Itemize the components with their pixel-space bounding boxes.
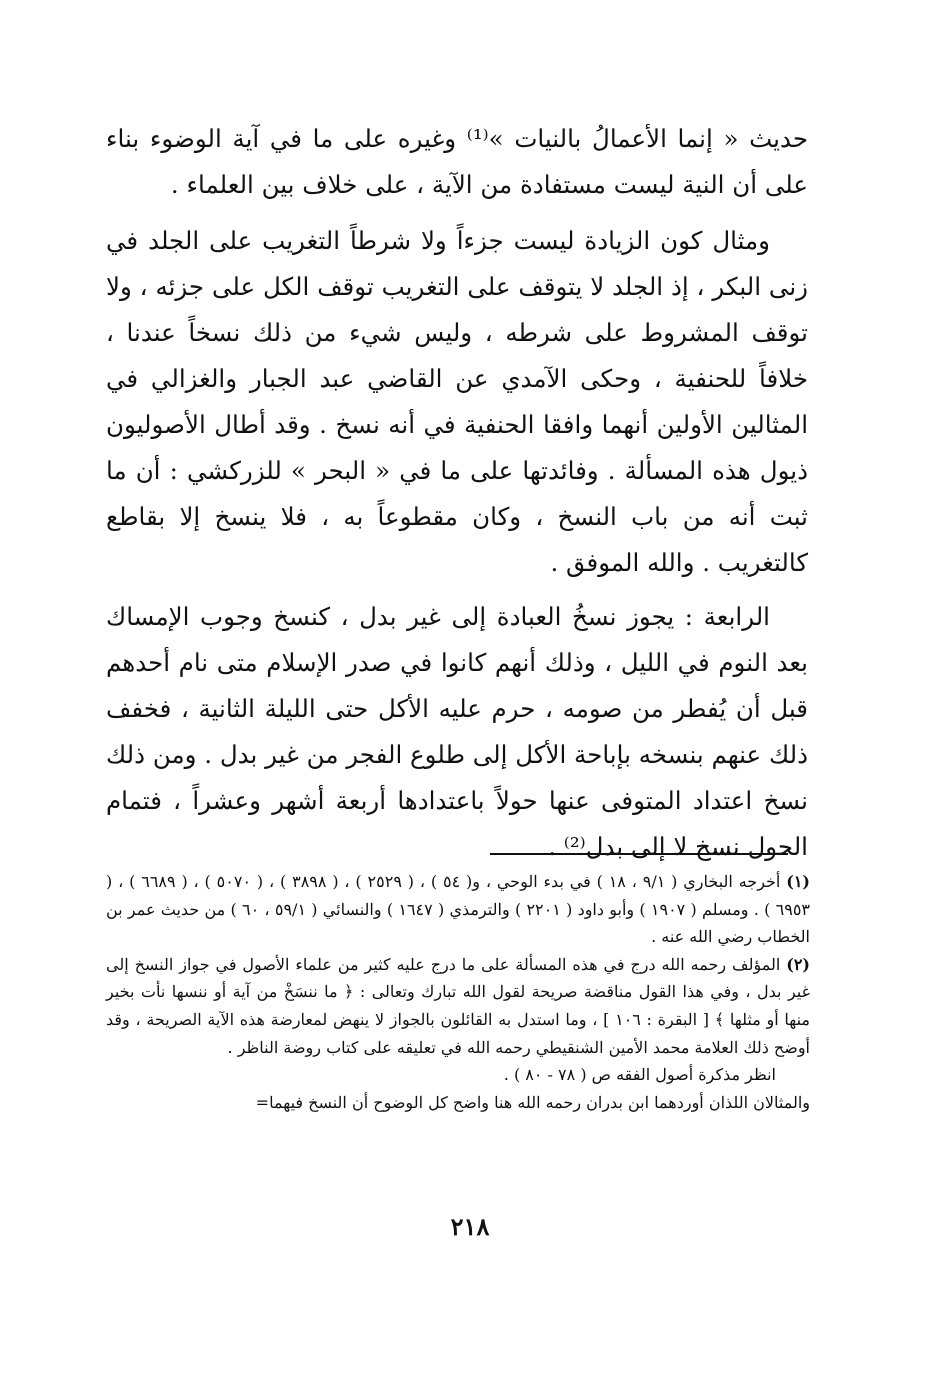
paragraph-1: حديث « إنما الأعمالُ بالنيات »⁽¹⁾ وغيره على ما في آية الوضوء بناء على أن النية ليست مستفادة من الآية ، على خلاف بين العلماء . <box>106 124 808 199</box>
footnote-1 <box>106 868 810 951</box>
main-text <box>106 116 808 870</box>
paragraph-2: ومثال كون الزيادة ليست جزءاً ولا شرطاً التغريب على الجلد في زنى البكر ، إذ الجلد لا يتوقف على التغريب توقف الكل على جزئه ، ولا توقف المشروط على شرطه ، وليس شيء من ذلك نسخاً عندنا ، خلافاً للحنفية ، وحكى الآمدي عن القاضي عبد الجبار والغزالي في المثالين الأولين أنهما وافقا الحنفية في أنه نسخ . وقد أطال الأصوليون ذيول هذه المسألة . وفائدتها على ما في « البحر » للزركشي : أن ما ثبت أنه من باب النسخ ، وكان مقطوعاً به ، فلا ينسخ إلا بقاطع كالتغريب . والله الموفق . <box>106 226 808 577</box>
footnote-1-text: أخرجه البخاري ( ٩/١ ، ١٨ ) في بدء الوحي ، و( ٥٤ ) ، ( ٢٥٢٩ ) ، ( ٣٨٩٨ ) ، ( ٥٠٧٠ ) ، ( ٦٦٨٩ ) ، ( ٦٩٥٣ ) . ومسلم ( ١٩٠٧ ) وأبو داود ( ٢٢٠١ ) والترمذي ( ١٦٤٧ ) والنسائي ( ٥٩/١ ، ٦٠ ) من حديث عمر بن الخطاب رضي الله عنه . <box>106 872 811 947</box>
footnote-2-continued: والمثالان اللذان أوردهما ابن بدران رحمه الله هنا واضح كل الوضوح أن النسخ فيهما= <box>255 1092 810 1112</box>
footnotes <box>106 868 810 1116</box>
footnote-2-reference: انظر مذكرة أصول الفقه ص ( ٧٨ - ٨٠ ) . <box>503 1065 776 1085</box>
footnote-1-marker: (١) <box>786 872 810 891</box>
footnote-2 <box>106 951 810 1061</box>
page-number: ٢١٨ <box>450 1212 490 1241</box>
footnote-2-text: المؤلف رحمه الله درج في هذه المسألة على ما درج عليه كثير من علماء الأصول في جواز النسخ إلى غير بدل ، وفي هذا القول مناقضة صريحة لقول الله تبارك وتعالى : ﴿ ما ننسَخْ من آية أو ننسها نأت بخير منها أو مثلها ﴾ [ البقرة : ١٠٦ ] ، وما استدل به القائلون بالجواز لا ينهض لمعارضة هذه الآية الصريحة ، وقد أوضح ذلك العلامة محمد الأمين الشنقيطي رحمه الله في تعليقه على كتاب روضة الناظر . <box>106 954 811 1057</box>
footnote-2-marker: (٢) <box>786 954 810 974</box>
paragraph-3: الرابعة : يجوز نسخُ العبادة إلى غير بدل ، كنسخ وجوب الإمساك بعد النوم في الليل ، وذلك أنهم كانوا في صدر الإسلام متى نام أحدهم قبل أن يُفطر من صومه ، حرم عليه الأكل حتى الليلة الثانية ، فخفف ذلك عنهم بنسخه بإباحة الأكل إلى طلوع الفجر من غير بدل . ومن ذلك نسخ اعتداد المتوفى عنها حولاً باعتدادها أربعة أشهر وعشراً ، فتمام الحول نسخ لا إلى بدل⁽²⁾ . <box>106 602 808 861</box>
footnote-separator <box>490 853 788 855</box>
